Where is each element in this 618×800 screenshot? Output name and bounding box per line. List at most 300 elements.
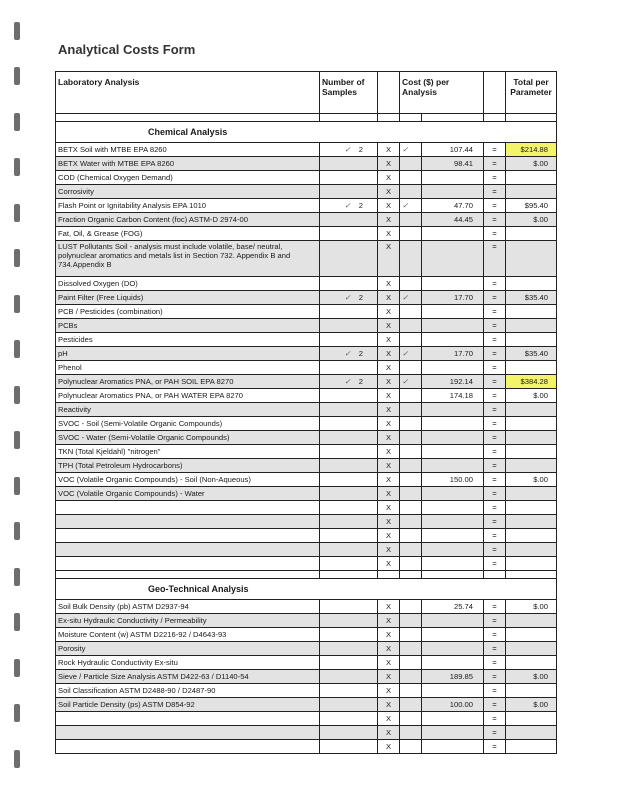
equals-mark: = [484, 319, 506, 333]
section-chemical [56, 122, 557, 143]
samples-value [320, 157, 378, 171]
cost-value: 107.44 [422, 143, 484, 157]
total-value [506, 487, 557, 501]
samples-value: ✓ 2 [320, 375, 378, 389]
header-total: Total per Parameter [506, 72, 557, 114]
cost-value [422, 305, 484, 319]
equals-mark: = [484, 600, 506, 614]
samples-value [320, 614, 378, 628]
analysis-label: Soil Classification ASTM D2488-90 / D2487-90 [56, 684, 320, 698]
table-row [56, 656, 557, 670]
equals-mark: = [484, 543, 506, 557]
equals-mark: = [484, 670, 506, 684]
table-row [56, 529, 557, 543]
analysis-label [56, 740, 320, 754]
samples-value [320, 656, 378, 670]
cost-value [422, 361, 484, 375]
equals-mark: = [484, 684, 506, 698]
samples-value [320, 600, 378, 614]
analysis-label: SVOC - Water (Semi-Volatile Organic Compounds) [56, 431, 320, 445]
check-mark-icon: ✓ [402, 145, 409, 154]
table-row [56, 557, 557, 571]
samples-value [320, 389, 378, 403]
total-value: $.00 [506, 389, 557, 403]
cost-value: 17.70 [422, 291, 484, 305]
analysis-label: Polynuclear Aromatics PNA, or PAH SOIL EPA 8270 [56, 375, 320, 389]
total-value [506, 185, 557, 199]
equals-mark: = [484, 361, 506, 375]
multiply-mark: X [378, 403, 400, 417]
samples-value [320, 185, 378, 199]
cost-value [422, 241, 484, 277]
binder-holes [0, 0, 24, 800]
multiply-mark: X [378, 557, 400, 571]
multiply-mark: X [378, 185, 400, 199]
check-mark-icon: ✓ [402, 349, 409, 358]
total-value [506, 684, 557, 698]
total-value [506, 656, 557, 670]
multiply-mark: X [378, 656, 400, 670]
analysis-label: Ex-situ Hydraulic Conductivity / Permeability [56, 614, 320, 628]
check-mark-icon: ✓ [402, 293, 409, 302]
samples-value: ✓ 2 [320, 199, 378, 213]
equals-mark: = [484, 628, 506, 642]
table-row [56, 642, 557, 656]
multiply-mark: X [378, 291, 400, 305]
analysis-label: PCBs [56, 319, 320, 333]
equals-mark: = [484, 473, 506, 487]
analysis-label: PCB / Pesticides (combination) [56, 305, 320, 319]
cost-value [422, 515, 484, 529]
total-value: $95.40 [506, 199, 557, 213]
equals-mark: = [484, 529, 506, 543]
cost-value [422, 277, 484, 291]
equals-mark: = [484, 199, 506, 213]
analysis-label: Reactivity [56, 403, 320, 417]
multiply-mark: X [378, 515, 400, 529]
total-value [506, 501, 557, 515]
multiply-mark: X [378, 628, 400, 642]
binder-hole [14, 659, 20, 677]
equals-mark: = [484, 614, 506, 628]
equals-mark: = [484, 642, 506, 656]
table-row [56, 143, 557, 157]
cost-value [422, 684, 484, 698]
table-row [56, 403, 557, 417]
samples-value [320, 277, 378, 291]
samples-value [320, 473, 378, 487]
multiply-mark: X [378, 213, 400, 227]
total-value [506, 445, 557, 459]
cost-value [422, 333, 484, 347]
equals-mark: = [484, 740, 506, 754]
total-value [506, 740, 557, 754]
multiply-mark: X [378, 375, 400, 389]
table-row [56, 543, 557, 557]
table-row [56, 614, 557, 628]
analysis-label: Corrosivity [56, 185, 320, 199]
samples-value [320, 515, 378, 529]
binder-hole [14, 568, 20, 586]
multiply-mark: X [378, 361, 400, 375]
equals-mark: = [484, 389, 506, 403]
binder-hole [14, 295, 20, 313]
binder-hole [14, 704, 20, 722]
multiply-mark: X [378, 157, 400, 171]
cost-value [422, 171, 484, 185]
multiply-mark: X [378, 445, 400, 459]
analysis-label: Moisture Content (w) ASTM D2216-92 / D4643-93 [56, 628, 320, 642]
multiply-mark: X [378, 712, 400, 726]
table-row [56, 199, 557, 213]
table-row [56, 670, 557, 684]
binder-hole [14, 613, 20, 631]
samples-value [320, 227, 378, 241]
analysis-label: Pesticides [56, 333, 320, 347]
table-row [56, 712, 557, 726]
total-value [506, 459, 557, 473]
multiply-mark: X [378, 642, 400, 656]
samples-value [320, 670, 378, 684]
equals-mark: = [484, 515, 506, 529]
section-chemical-label: Chemical Analysis [56, 122, 557, 143]
samples-value [320, 487, 378, 501]
total-value [506, 614, 557, 628]
samples-value [320, 417, 378, 431]
total-value: $.00 [506, 670, 557, 684]
analysis-label: Paint Filter (Free Liquids) [56, 291, 320, 305]
table-row [56, 445, 557, 459]
binder-hole [14, 22, 20, 40]
total-value: $35.40 [506, 291, 557, 305]
multiply-mark: X [378, 698, 400, 712]
cost-value [422, 227, 484, 241]
check-mark-icon: ✓ [402, 377, 409, 386]
table-row [56, 473, 557, 487]
total-value [506, 543, 557, 557]
samples-value [320, 403, 378, 417]
cost-value [422, 459, 484, 473]
equals-mark: = [484, 459, 506, 473]
total-value: $.00 [506, 600, 557, 614]
total-value [506, 305, 557, 319]
binder-hole [14, 522, 20, 540]
samples-value [320, 726, 378, 740]
analysis-label: VOC (Volatile Organic Compounds) - Soil (Non-Aqueous) [56, 473, 320, 487]
samples-value [320, 543, 378, 557]
total-value [506, 361, 557, 375]
equals-mark: = [484, 445, 506, 459]
table-row [56, 628, 557, 642]
analysis-label: TKN (Total Kjeldahl) "nitrogen" [56, 445, 320, 459]
analytical-costs-table [55, 71, 557, 754]
multiply-mark: X [378, 417, 400, 431]
samples-value [320, 501, 378, 515]
cost-value [422, 403, 484, 417]
binder-hole [14, 386, 20, 404]
analysis-label: COD (Chemical Oxygen Demand) [56, 171, 320, 185]
equals-mark: = [484, 557, 506, 571]
equals-mark: = [484, 143, 506, 157]
equals-mark: = [484, 241, 506, 277]
total-value: $35.40 [506, 347, 557, 361]
binder-hole [14, 158, 20, 176]
cost-value [422, 431, 484, 445]
equals-mark: = [484, 501, 506, 515]
samples-value [320, 698, 378, 712]
equals-mark: = [484, 157, 506, 171]
equals-mark: = [484, 726, 506, 740]
check-mark-icon: ✓ [344, 201, 351, 210]
table-row [56, 375, 557, 389]
check-mark-icon: ✓ [402, 201, 409, 210]
analysis-label [56, 726, 320, 740]
cost-value: 25.74 [422, 600, 484, 614]
check-mark-icon: ✓ [344, 377, 351, 386]
multiply-mark: X [378, 389, 400, 403]
total-value [506, 557, 557, 571]
samples-value [320, 459, 378, 473]
equals-mark: = [484, 375, 506, 389]
cost-value [422, 740, 484, 754]
header-cost: Cost ($) per Analysis [400, 72, 484, 114]
total-value [506, 712, 557, 726]
equals-mark: = [484, 333, 506, 347]
samples-value [320, 241, 378, 277]
multiply-mark: X [378, 143, 400, 157]
table-row [56, 389, 557, 403]
analysis-label: Dissolved Oxygen (DO) [56, 277, 320, 291]
analysis-label: SVOC - Soil (Semi-Volatile Organic Compounds) [56, 417, 320, 431]
table-row [56, 333, 557, 347]
total-value [506, 241, 557, 277]
table-row [56, 319, 557, 333]
cost-value [422, 501, 484, 515]
total-value [506, 171, 557, 185]
samples-value [320, 171, 378, 185]
cost-value [422, 642, 484, 656]
multiply-mark: X [378, 347, 400, 361]
multiply-mark: X [378, 431, 400, 445]
multiply-mark: X [378, 227, 400, 241]
cost-value: 100.00 [422, 698, 484, 712]
check-mark-icon: ✓ [344, 293, 351, 302]
samples-value [320, 557, 378, 571]
binder-hole [14, 431, 20, 449]
total-value [506, 529, 557, 543]
binder-hole [14, 113, 20, 131]
multiply-mark: X [378, 319, 400, 333]
analysis-label: Phenol [56, 361, 320, 375]
table-row [56, 185, 557, 199]
multiply-mark: X [378, 277, 400, 291]
analysis-label: Soil Bulk Density (pb) ASTM D2937-94 [56, 600, 320, 614]
analysis-label: Fat, Oil, & Grease (FOG) [56, 227, 320, 241]
equals-mark: = [484, 403, 506, 417]
analysis-label [56, 712, 320, 726]
multiply-mark: X [378, 199, 400, 213]
equals-mark: = [484, 712, 506, 726]
cost-value: 189.85 [422, 670, 484, 684]
samples-value [320, 712, 378, 726]
samples-value [320, 445, 378, 459]
cost-value [422, 445, 484, 459]
total-value [506, 319, 557, 333]
analysis-label: VOC (Volatile Organic Compounds) - Water [56, 487, 320, 501]
header-analysis: Laboratory Analysis [56, 72, 320, 114]
analysis-label: BETX Water with MTBE EPA 8260 [56, 157, 320, 171]
table-row [56, 213, 557, 227]
table-row [56, 459, 557, 473]
samples-value [320, 213, 378, 227]
analysis-label: Fraction Organic Carbon Content (foc) ASTM-D 2974-00 [56, 213, 320, 227]
equals-mark: = [484, 347, 506, 361]
analysis-label: Polynuclear Aromatics PNA, or PAH WATER EPA 8270 [56, 389, 320, 403]
table-row [56, 600, 557, 614]
analysis-label [56, 501, 320, 515]
equals-mark: = [484, 277, 506, 291]
analysis-label: BETX Soil with MTBE EPA 8260 [56, 143, 320, 157]
table-row [56, 277, 557, 291]
samples-value: ✓ 2 [320, 291, 378, 305]
equals-mark: = [484, 305, 506, 319]
multiply-mark: X [378, 684, 400, 698]
samples-value [320, 642, 378, 656]
binder-hole [14, 67, 20, 85]
analysis-label: TPH (Total Petroleum Hydrocarbons) [56, 459, 320, 473]
equals-mark: = [484, 213, 506, 227]
table-row [56, 740, 557, 754]
equals-mark: = [484, 487, 506, 501]
table-row [56, 698, 557, 712]
total-value [506, 431, 557, 445]
samples-value [320, 628, 378, 642]
total-value: $214.88 [506, 143, 557, 157]
binder-hole [14, 750, 20, 768]
section-geotechnical [56, 579, 557, 600]
total-value [506, 403, 557, 417]
cost-value: 150.00 [422, 473, 484, 487]
equals-mark: = [484, 185, 506, 199]
equals-mark: = [484, 417, 506, 431]
cost-value [422, 712, 484, 726]
analysis-label: Flash Point or Ignitability Analysis EPA 1010 [56, 199, 320, 213]
equals-mark: = [484, 698, 506, 712]
table-row [56, 305, 557, 319]
total-value [506, 726, 557, 740]
total-value: $384.28 [506, 375, 557, 389]
analysis-label [56, 529, 320, 543]
multiply-mark: X [378, 171, 400, 185]
samples-value [320, 740, 378, 754]
table-row [56, 501, 557, 515]
equals-mark: = [484, 656, 506, 670]
binder-hole [14, 204, 20, 222]
total-value [506, 417, 557, 431]
cost-value [422, 417, 484, 431]
analysis-label: pH [56, 347, 320, 361]
total-value [506, 277, 557, 291]
table-row [56, 171, 557, 185]
multiply-mark: X [378, 600, 400, 614]
multiply-mark: X [378, 501, 400, 515]
samples-value [320, 333, 378, 347]
total-value: $.00 [506, 157, 557, 171]
multiply-mark: X [378, 459, 400, 473]
analysis-label: Porosity [56, 642, 320, 656]
multiply-mark: X [378, 529, 400, 543]
total-value [506, 227, 557, 241]
samples-value [320, 361, 378, 375]
analysis-label: Rock Hydraulic Conductivity Ex-situ [56, 656, 320, 670]
cost-value [422, 614, 484, 628]
total-value [506, 515, 557, 529]
header-row [56, 72, 557, 114]
table-row [56, 157, 557, 171]
cost-value: 17.70 [422, 347, 484, 361]
analysis-label [56, 557, 320, 571]
samples-value [320, 529, 378, 543]
cost-value [422, 529, 484, 543]
table-row [56, 241, 557, 277]
cost-value: 98.41 [422, 157, 484, 171]
binder-hole [14, 249, 20, 267]
table-row [56, 684, 557, 698]
table-row [56, 347, 557, 361]
table-row [56, 291, 557, 305]
cost-value: 192.14 [422, 375, 484, 389]
table-row [56, 726, 557, 740]
samples-value: ✓ 2 [320, 143, 378, 157]
total-value [506, 333, 557, 347]
cost-value [422, 656, 484, 670]
table-row [56, 361, 557, 375]
total-value [506, 628, 557, 642]
table-row [56, 515, 557, 529]
multiply-mark: X [378, 614, 400, 628]
equals-mark: = [484, 431, 506, 445]
total-value: $.00 [506, 698, 557, 712]
analysis-label [56, 515, 320, 529]
table-row [56, 417, 557, 431]
page-title: Analytical Costs Form [58, 42, 196, 57]
binder-hole [14, 477, 20, 495]
cost-value [422, 319, 484, 333]
table-row [56, 487, 557, 501]
multiply-mark: X [378, 726, 400, 740]
cost-value [422, 726, 484, 740]
multiply-mark: X [378, 670, 400, 684]
analysis-label: LUST Pollutants Soil - analysis must include volatile, base/ neutral, polynuclear aromatics and metals list in Section 732. Appendix B and 734.Appendix B [56, 241, 320, 277]
equals-mark: = [484, 291, 506, 305]
equals-mark: = [484, 227, 506, 241]
multiply-mark: X [378, 543, 400, 557]
table-row [56, 227, 557, 241]
multiply-mark: X [378, 473, 400, 487]
samples-value [320, 431, 378, 445]
cost-value [422, 543, 484, 557]
cost-value: 174.18 [422, 389, 484, 403]
section-geotechnical-label: Geo-Technical Analysis [56, 579, 557, 600]
samples-value: ✓ 2 [320, 347, 378, 361]
multiply-mark: X [378, 487, 400, 501]
equals-mark: = [484, 171, 506, 185]
multiply-mark: X [378, 333, 400, 347]
check-mark-icon: ✓ [344, 145, 351, 154]
analysis-label: Soil Particle Density (ps) ASTM D854-92 [56, 698, 320, 712]
multiply-mark: X [378, 740, 400, 754]
samples-value [320, 684, 378, 698]
